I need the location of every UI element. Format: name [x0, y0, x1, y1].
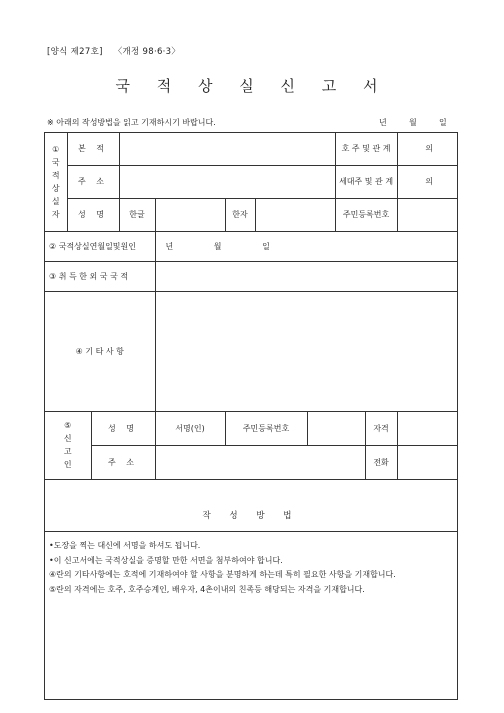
section1-char-2: 적 — [51, 170, 60, 180]
section5-char-2: 고 — [63, 447, 72, 456]
method-title: 작 성 방 법 — [202, 511, 300, 521]
form-frame — [44, 132, 458, 700]
name-label: 성 명 — [67, 198, 119, 231]
hoju-field[interactable] — [397, 133, 457, 165]
address-field[interactable] — [119, 165, 335, 198]
section5-char-3: 인 — [63, 460, 72, 469]
section5-char-1: 신 — [63, 434, 72, 443]
reporter-phone-field[interactable] — [397, 445, 457, 479]
method-divider — [45, 531, 457, 532]
row-other-matters — [45, 291, 457, 411]
reporter-qualification-label: 자격 — [365, 411, 397, 445]
row-name — [45, 198, 457, 231]
row-loss-date — [45, 231, 457, 261]
form-table — [45, 133, 457, 480]
other-matters-label: ④ 기 타 사 항 — [45, 291, 155, 411]
sedaeju-label: 세대주 및 관 계 — [335, 165, 397, 198]
report-date-month: 월 — [409, 118, 417, 127]
sedaeju-suffix: 의 — [425, 177, 434, 186]
section5-number: ⑤ — [64, 421, 72, 430]
reporter-address-field[interactable] — [155, 445, 365, 479]
bonjeok-field[interactable] — [119, 133, 335, 165]
hanja-name-field[interactable] — [255, 198, 335, 231]
form-id-line — [47, 45, 180, 57]
foreign-nationality-label: ③ 취 득 한 외 국 국 적 — [45, 261, 155, 291]
loss-date-day: 일 — [262, 241, 270, 251]
row-address — [45, 165, 457, 198]
section1-number: ① — [52, 144, 60, 154]
hangul-name-field[interactable] — [155, 198, 225, 231]
form-number: [양식 제27호] — [47, 47, 103, 57]
method-notes — [49, 539, 453, 597]
reporter-name-label: 성 명 — [91, 411, 155, 445]
section1-heading — [45, 133, 67, 231]
method-note-1: •도장을 찍는 대신에 서명을 하셔도 됩니다. — [49, 541, 201, 550]
section5-heading — [45, 411, 91, 479]
other-matters-field[interactable] — [155, 291, 457, 411]
page-title: 국 적 상 실 신 고 서 — [115, 77, 389, 95]
row-foreign-nationality — [45, 261, 457, 291]
sedaeju-field[interactable] — [397, 165, 457, 198]
reporter-signature-label[interactable]: 서명(인) — [155, 411, 225, 445]
hanja-label: 한자 — [225, 198, 255, 231]
section1-char-4: 실 — [51, 196, 60, 206]
report-date-day: 일 — [439, 118, 447, 127]
section1-char-5: 자 — [51, 209, 60, 219]
instruction-text: ※ 아래의 작성방법을 읽고 기재하시기 바랍니다. — [47, 118, 216, 127]
loss-date-field[interactable] — [155, 231, 457, 261]
row-bonjeok — [45, 133, 457, 165]
section1-char-1: 국 — [51, 157, 60, 167]
foreign-nationality-field[interactable] — [155, 261, 457, 291]
reporter-phone-label: 전화 — [365, 445, 397, 479]
report-date-year: 년 — [379, 118, 387, 127]
row-reporter-address — [45, 445, 457, 479]
reporter-address-label: 주 소 — [91, 445, 155, 479]
method-section — [45, 499, 457, 699]
method-note-2: •이 신고서에는 국적상실을 증명할 만한 서면을 첨부하여야 합니다. — [49, 555, 283, 565]
hangul-label: 한글 — [119, 198, 155, 231]
method-note-3: ④란의 기타사항에는 호적에 기재하여야 할 사항을 분명하게 하는데 특히 필요한 사항을 기재합니다. — [49, 570, 396, 579]
address-label: 주 소 — [67, 165, 119, 198]
form-revision: 〈개정 98·6·3〉 — [113, 47, 181, 57]
hoju-suffix: 의 — [425, 144, 434, 154]
section1-char-3: 상 — [51, 183, 60, 193]
loss-date-year: 년 — [165, 241, 174, 251]
resident-id-label: 주민등록번호 — [335, 198, 397, 231]
resident-id-field[interactable] — [397, 198, 457, 231]
reporter-qualification-field[interactable] — [397, 411, 457, 445]
loss-date-month: 월 — [213, 241, 222, 251]
row-reporter-name — [45, 411, 457, 445]
reporter-resident-id-label: 주민등록번호 — [225, 411, 307, 445]
reporter-resident-id-field[interactable] — [307, 411, 365, 445]
method-note-4: ⑤란의 자격에는 호주, 호주승계인, 배우자, 4촌이내의 친족등 해당되는 자격을 기재합니다. — [49, 584, 365, 594]
bonjeok-label: 본 적 — [67, 133, 119, 165]
hoju-label: 호 주 및 관 계 — [335, 133, 397, 165]
loss-date-label: ② 국적상실연월일및원인 — [45, 231, 155, 261]
